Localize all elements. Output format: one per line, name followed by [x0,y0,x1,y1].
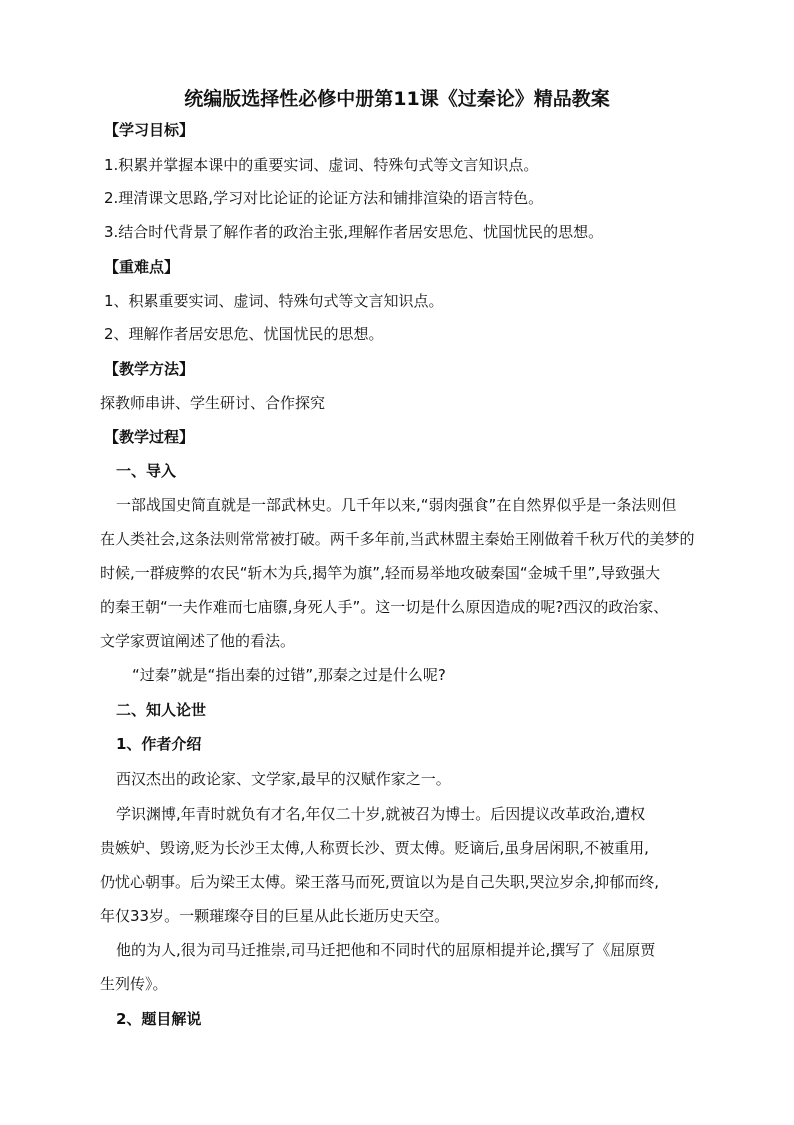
intro-line: 一部战国史简直就是一部武林史。几千年以来,“弱肉强食”在自然界似乎是一条法则但 [116,496,677,514]
objective-item: 1.积累并掌握本课中的重要实词、虚词、特殊句式等文言知识点。 [104,156,539,174]
intro-heading: 一、导入 [116,462,177,480]
author-line: 年仅33岁。一颗璀璨夺目的巨星从此长逝历史天空。 [100,907,450,925]
author-line: 仍忧心朝事。后为梁王太傅。梁王落马而死,贾谊以为是自己失职,哭泣岁余,抑郁而终, [100,873,660,891]
intro-question: “过秦”就是“指出秦的过错”,那秦之过是什么呢? [132,666,446,684]
methods-heading: 【教学方法】 [104,360,195,378]
intro-line: 文学家贾谊阐述了他的看法。 [100,632,296,650]
know-heading: 二、知人论世 [116,701,207,719]
intro-line: 在人类社会,这条法则常常被打破。两千多年前,当武林盟主秦始王刚做着千秋万代的美梦的 [100,530,695,548]
objective-item: 3.结合时代背景了解作者的政治主张,理解作者居安思危、忧国忧民的思想。 [104,223,604,241]
document-title: 统编版选择性必修中册第11课《过秦论》精品教案 [184,88,610,110]
key-point-item: 1、积累重要实词、虚词、特殊句式等文言知识点。 [104,292,444,310]
objective-item: 2.理清课文思路,学习对比论证的论证方法和铺排渲染的语言特色。 [104,189,544,207]
intro-line: 的秦王朝“一夫作难而七庙隳,身死人手”。这一切是什么原因造成的呢?西汉的政治家、 [100,598,669,616]
key-point-item: 2、理解作者居安思危、忧国忧民的思想。 [104,325,384,343]
objectives-heading: 【学习目标】 [104,121,195,139]
topic-heading: 2、题目解说 [116,1010,202,1028]
intro-line: 时候,一群疲弊的农民“斩木为兵,揭竿为旗”,轻而易举地攻破秦国“金城千里”,导致强大 [100,564,661,582]
methods-text: 探教师串讲、学生研讨、合作探究 [100,394,326,412]
author-line: 贵嫉妒、毁谤,贬为长沙王太傅,人称贾长沙、贾太傅。贬谪后,虽身居闲职,不被重用, [100,839,649,857]
author-heading: 1、作者介绍 [116,735,202,753]
person-line: 生列传》。 [100,975,168,993]
author-intro: 西汉杰出的政论家、文学家,最早的汉赋作家之一。 [116,770,451,788]
process-heading: 【教学过程】 [104,428,195,446]
key-points-heading: 【重难点】 [104,258,180,276]
person-line: 他的为人,很为司马迁推崇,司马迁把他和不同时代的屈原相提并论,撰写了《屈原贾 [116,941,656,959]
author-line: 学识渊博,年青时就负有才名,年仅二十岁,就被召为博士。后因提议改革政治,遭权 [116,805,646,823]
